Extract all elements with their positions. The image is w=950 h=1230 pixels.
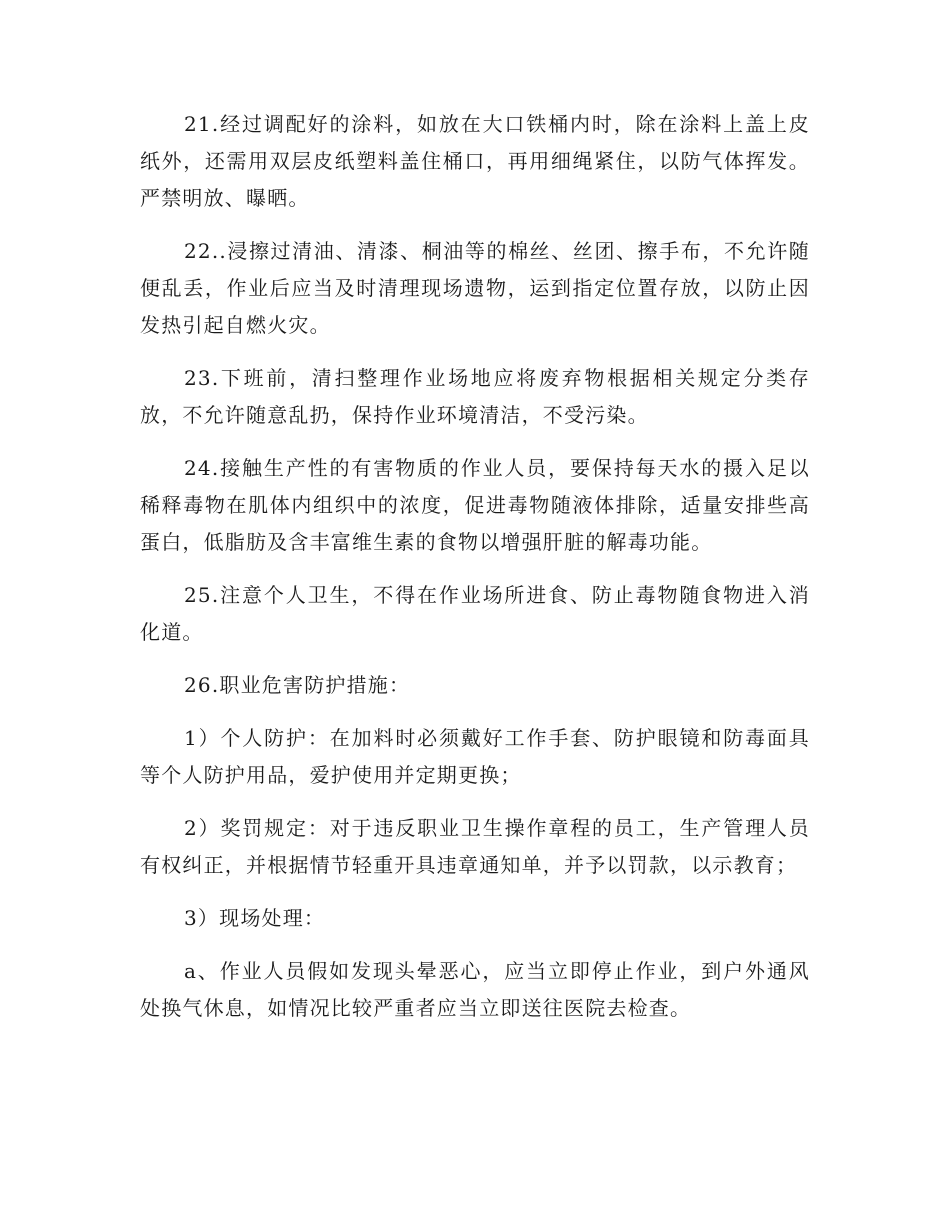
paragraph-item-24: 24.接触生产性的有害物质的作业人员，要保持每天水的摄入足以稀释毒物在肌体内组织中的浓度，促进毒物随液体排除，适量安排些高蛋白，低脂肪及含丰富维生素的食物以增强肝脏的解毒功能。 bbox=[140, 456, 810, 554]
paragraph-subitem-1: 1）个人防护：在加料时必须戴好工作手套、防护眼镜和防毒面具等个人防护用品，爱护使用并定期更换； bbox=[140, 726, 810, 787]
document-body bbox=[140, 106, 810, 1043]
paragraph-subitem-a: a、作业人员假如发现头晕恶心，应当立即停止作业，到户外通风处换气休息，如情况比较严重者应当立即送往医院去检查。 bbox=[140, 959, 810, 1020]
paragraph-item-22: 22..浸擦过清油、清漆、桐油等的棉丝、丝团、擦手布，不允许随便乱丢，作业后应当及时清理现场遗物，运到指定位置存放，以防止因发热引起自燃火灾。 bbox=[140, 239, 810, 337]
paragraph-item-25: 25.注意个人卫生，不得在作业场所进食、防止毒物随食物进入消化道。 bbox=[140, 583, 810, 644]
paragraph-item-21: 21.经过调配好的涂料，如放在大口铁桶内时，除在涂料上盖上皮纸外，还需用双层皮纸塑料盖住桶口，再用细绳紧住，以防气体挥发。严禁明放、曝晒。 bbox=[140, 112, 810, 210]
paragraph-item-26: 26.职业危害防护措施： bbox=[184, 673, 411, 697]
paragraph-subitem-2: 2）奖罚规定：对于违反职业卫生操作章程的员工，生产管理人员有权纠正，并根据情节轻重开具违章通知单，并予以罚款，以示教育； bbox=[140, 816, 810, 877]
paragraph-item-23: 23.下班前，清扫整理作业场地应将废弃物根据相关规定分类存放，不允许随意乱扔，保持作业环境清洁，不受污染。 bbox=[140, 366, 810, 427]
paragraph-subitem-3: 3）现场处理： bbox=[184, 906, 326, 930]
